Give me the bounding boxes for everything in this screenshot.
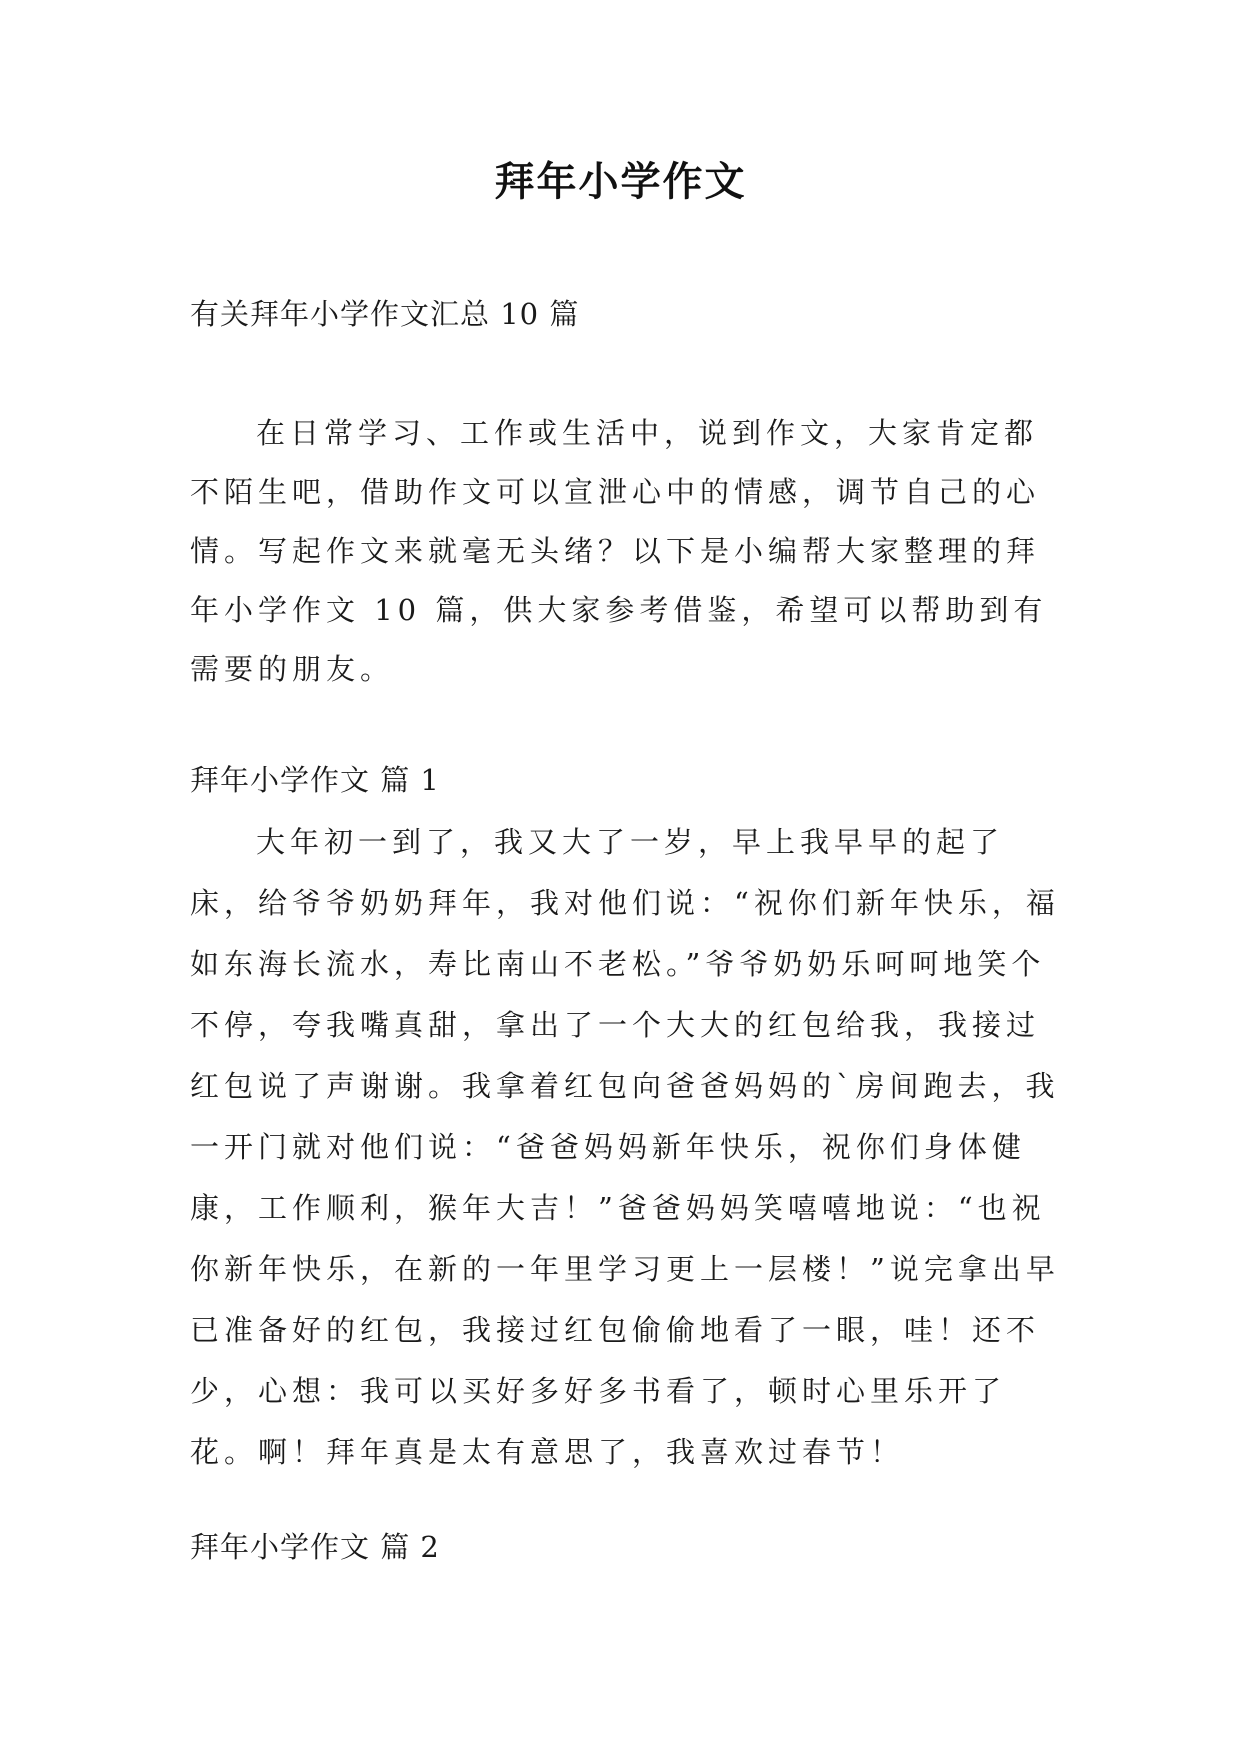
section-heading-2: 拜年小学作文 篇 2 bbox=[190, 1530, 440, 1564]
document-subtitle: 有关拜年小学作文汇总 10 篇 bbox=[190, 297, 580, 331]
section-body-1: 大年初一到了，我又大了一岁，早上我早早的起了床，给爷爷奶奶拜年，我对他们说：“祝你们新年快乐，福如东海长流水，寿比南山不老松。”爷爷奶奶乐呵呵地笑个不停，夸我嘴真甜，拿出了一个大大的红包给我，我接过红包说了声谢谢。我拿着红包向爸爸妈妈的`房间跑去，我一开门就对他们说：“爸爸妈妈新年快乐，祝你们身体健康，工作顺利，猴年大吉！”爸爸妈妈笑嘻嘻地说：“也祝你新年快乐，在新的一年里学习更上一层楼！”说完拿出早已准备好的红包，我接过红包偷偷地看了一眼，哇！还不少，心想：我可以买好多好多书看了，顿时心里乐开了花。啊！拜年真是太有意思了，我喜欢过春节！ bbox=[190, 825, 1060, 1469]
intro-paragraph: 在日常学习、工作或生活中，说到作文，大家肯定都不陌生吧，借助作文可以宣泄心中的情感，调节自己的心情。写起作文来就毫无头绪？以下是小编帮大家整理的拜年小学作文 10 篇，供大家参考借鉴，希望可以帮助到有需要的朋友。 bbox=[190, 416, 1048, 686]
document-title: 拜年小学作文 bbox=[494, 158, 747, 205]
section-heading-1: 拜年小学作文 篇 1 bbox=[190, 763, 440, 797]
